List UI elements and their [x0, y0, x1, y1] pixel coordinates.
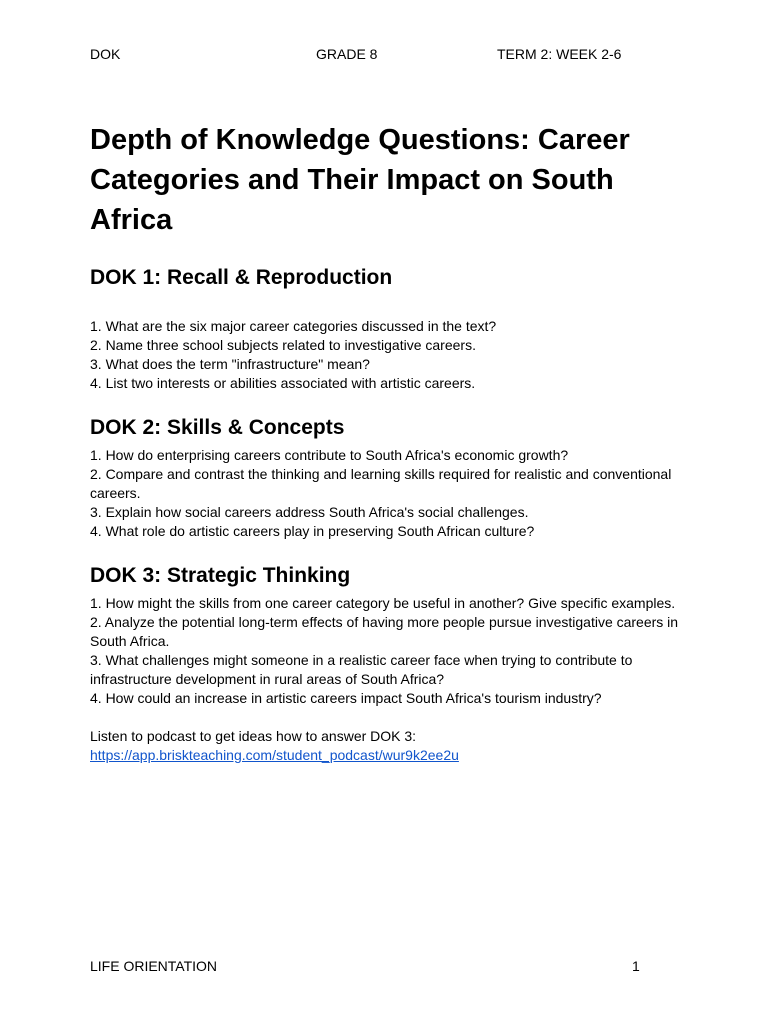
question-item: 3. What challenges might someone in a realistic career face when trying to contribute to infrastructure development in rural areas of South Africa?: [90, 652, 633, 687]
header-grade: GRADE 8: [316, 46, 378, 62]
question-list-dok3: [90, 594, 680, 708]
question-item: 4. List two interests or abilities associated with artistic careers.: [90, 375, 476, 391]
question-list-dok2: [90, 446, 680, 541]
section-heading-dok3: DOK 3: Strategic Thinking: [90, 564, 351, 587]
section-heading-dok1: DOK 1: Recall & Reproduction: [90, 266, 393, 289]
podcast-link[interactable]: https://app.briskteaching.com/student_podcast/wur9k2ee2u: [90, 747, 459, 763]
header-subject: DOK: [90, 46, 121, 62]
question-item: 3. Explain how social careers address South Africa's social challenges.: [90, 504, 529, 520]
page-title: Depth of Knowledge Questions: Career Categories and Their Impact on South Africa: [90, 124, 630, 236]
question-item: 3. What does the term "infrastructure" mean?: [90, 356, 370, 372]
question-item: 1. What are the six major career categories discussed in the text?: [90, 318, 497, 334]
podcast-note: [90, 727, 680, 765]
question-list-dok1: [90, 317, 680, 393]
question-item: 4. What role do artistic careers play in preserving South African culture?: [90, 523, 535, 539]
podcast-text: Listen to podcast to get ideas how to answer DOK 3:: [90, 728, 417, 744]
question-item: 2. Analyze the potential long-term effects of having more people pursue investigative careers in South Africa.: [90, 614, 679, 649]
footer-subject: LIFE ORIENTATION: [90, 958, 218, 974]
page-number: 1: [632, 958, 640, 974]
question-item: 2. Compare and contrast the thinking and learning skills required for realistic and conventional careers.: [90, 466, 672, 501]
question-item: 4. How could an increase in artistic careers impact South Africa's tourism industry?: [90, 690, 602, 706]
question-item: 1. How might the skills from one career category be useful in another? Give specific examples.: [90, 595, 676, 611]
header-term: TERM 2: WEEK 2-6: [497, 46, 622, 62]
question-item: 2. Name three school subjects related to investigative careers.: [90, 337, 476, 353]
section-heading-dok2: DOK 2: Skills & Concepts: [90, 416, 345, 439]
document-body: [90, 120, 680, 765]
question-item: 1. How do enterprising careers contribute to South Africa's economic growth?: [90, 447, 569, 463]
